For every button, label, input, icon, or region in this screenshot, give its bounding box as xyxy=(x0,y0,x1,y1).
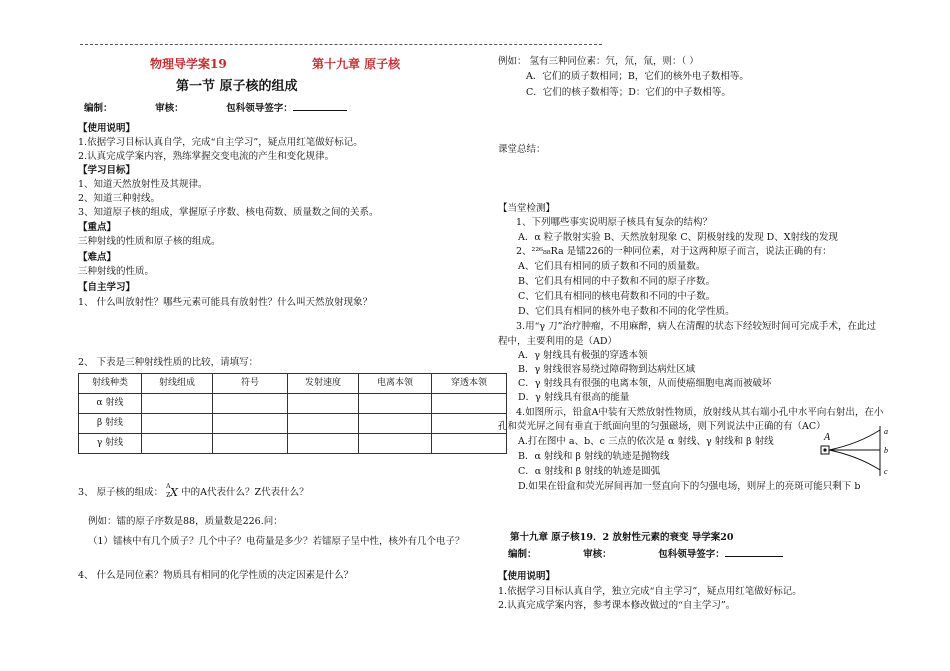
test-q1-options: A．α 粒子散射实验 B、天然放射现象 C、阴极射线的发现 D、X射线的发现 xyxy=(518,232,838,243)
section2-header: 第十九章 原子核19．2 放射性元素的衰变 导学案20 xyxy=(510,532,734,543)
label-c: c xyxy=(884,467,888,476)
test-q4-option-c: C．α 射线和 β 射线的轨迹是圆弧 xyxy=(518,466,661,477)
table-cell[interactable] xyxy=(288,434,359,454)
section-title: 第一节 原子核的组成 xyxy=(176,79,298,94)
table-cell[interactable] xyxy=(432,414,507,434)
section2-meta-leader: 包科领导签字： xyxy=(658,549,725,560)
test-q4-line2: 孔和荧光屏之间有垂直于纸面向里的匀强磁场，则下列说法中正确的有（AC） xyxy=(498,421,826,432)
atomic-number-symbol: Z xyxy=(166,491,171,499)
test-q2: 2、²²⁶₈₈Ra 是镭226的一种同位素，对于这两种原子而言，说法正确的有： xyxy=(516,246,832,257)
goal-2: 2、知道三种射线。 xyxy=(78,193,161,204)
table-header: 射线种类 xyxy=(79,374,142,394)
table-row-label: γ 射线 xyxy=(79,434,142,454)
self-study-title: 【自主学习】 xyxy=(78,282,136,293)
question-3-pre: 3、 原子核的组成： xyxy=(78,487,164,498)
goal-1: 1、知道天然放射性及其规律。 xyxy=(78,179,208,190)
table-cell[interactable] xyxy=(288,414,359,434)
table-header: 发射速度 xyxy=(288,374,359,394)
class-summary-label: 课堂总结： xyxy=(498,144,546,155)
goals-title: 【学习目标】 xyxy=(78,165,136,176)
section2-meta-editor: 编制： xyxy=(508,549,537,560)
question-1: 1、 什么叫放射性？哪些元素可能具有放射性？什么叫天然放射现象？ xyxy=(78,297,373,308)
meta-editor: 编制： xyxy=(84,103,113,114)
table-row xyxy=(79,434,507,454)
header-left: 物理导学案19 xyxy=(150,57,227,71)
table-header-row xyxy=(79,374,507,394)
goal-3: 3、知道原子核的组成，掌握原子序数、核电荷数、质量数之间的关系。 xyxy=(78,207,379,218)
example-option-ab: A．它们的质子数相同；B，它们的核外电子数相等。 xyxy=(526,71,749,82)
hard-title: 【难点】 xyxy=(78,252,117,263)
table-row xyxy=(79,414,507,434)
mass-number-symbol: A xyxy=(166,482,171,490)
ray-path-a xyxy=(829,430,880,450)
test-q4-option-d: D.如果在铅盒和荧光屏间再加一竖直向下的匀强电场，则屏上的亮斑可能只剩下 b xyxy=(518,481,861,492)
section2-meta-row xyxy=(508,547,783,562)
section2-usage-title: 【使用说明】 xyxy=(498,571,556,582)
test-q2-option-a: A、它们具有相同的质子数和不同的质量数。 xyxy=(518,261,706,272)
table-header: 射线组成 xyxy=(142,374,213,394)
section2-meta-reviewer: 审核： xyxy=(583,549,612,560)
table-row xyxy=(79,394,507,414)
key-text: 三种射线的性质和原子核的组成。 xyxy=(78,236,221,247)
element-symbol: X xyxy=(170,485,178,499)
table-cell[interactable] xyxy=(213,414,288,434)
label-b: b xyxy=(884,446,888,455)
table-cell[interactable] xyxy=(142,394,213,414)
section2-signature-line xyxy=(725,547,783,557)
question-3 xyxy=(78,482,309,500)
table-row-label: α 射线 xyxy=(79,394,142,414)
table-cell[interactable] xyxy=(432,394,507,414)
test-q4-option-b: B．α 射线和 β 射线的轨迹是抛物线 xyxy=(518,451,670,462)
header-right: 第十九章 原子核 xyxy=(312,57,401,71)
test-q1: 1、下列哪些事实说明原子核具有复杂的结构？ xyxy=(516,217,713,228)
label-a: a xyxy=(884,427,888,436)
question-3-post: 中的A代表什么？Z代表什么？ xyxy=(181,487,309,498)
table-cell[interactable] xyxy=(359,414,432,434)
table-cell[interactable] xyxy=(288,394,359,414)
usage-2: 2.认真完成学案内容，熟练掌握交变电流的产生和变化规律。 xyxy=(78,151,335,162)
question-4: 4、 什么是同位素？物质具有相同的化学性质的决定因素是什么？ xyxy=(78,570,354,581)
label-A: A xyxy=(824,432,831,443)
table-cell[interactable] xyxy=(213,394,288,414)
lead-box-hole xyxy=(823,448,826,451)
ray-properties-table xyxy=(78,373,507,454)
meta-row xyxy=(84,101,347,116)
usage-1: 1.依据学习目标认真自学，完成“自主学习”，疑点用红笔做好标记。 xyxy=(78,137,363,148)
test-q3-line1: 3.用“γ 刀”治疗肿瘤，不用麻醉，病人在清醒的状态下经较短时间可完成手术，在此过 xyxy=(516,321,876,332)
top-dashed-rule xyxy=(80,44,602,45)
section2-usage-1: 1.依据学习目标认真自学，独立完成“自主学习”，疑点用红笔做好标记。 xyxy=(498,586,802,597)
meta-leader: 包科领导签字： xyxy=(226,103,293,114)
test-q2-option-c: C、它们具有相同的核电荷数和不同的中子数。 xyxy=(518,291,716,302)
radiation-figure xyxy=(818,424,892,478)
key-title: 【重点】 xyxy=(78,222,117,233)
test-q3-option-b: B．γ 射线很容易绕过障碍物到达病灶区域 xyxy=(518,364,696,375)
question-2: 2、 下表是三种射线性质的比较，请填写： xyxy=(78,357,259,368)
test-q3-option-c: C．γ 射线具有很强的电离本领，从而使癌细胞电离而被破坏 xyxy=(518,378,772,389)
test-q3-option-a: A．γ 射线具有极强的穿透本领 xyxy=(518,350,648,361)
test-q4-option-a: A.打在图中 a、b、c 三点的依次是 α 射线、γ 射线和 β 射线 xyxy=(518,436,774,447)
table-header: 符号 xyxy=(213,374,288,394)
question-3-example: 例如：镭的原子序数是88，质量数是226.问： xyxy=(88,516,283,527)
test-q3-line2: 程中，主要利用的是（AD） xyxy=(498,336,617,347)
table-cell[interactable] xyxy=(142,414,213,434)
table-cell[interactable] xyxy=(432,434,507,454)
table-row-label: β 射线 xyxy=(79,414,142,434)
meta-reviewer: 审核： xyxy=(155,103,184,114)
table-header: 穿透本领 xyxy=(432,374,507,394)
section2-usage-2: 2.认真完成学案内容，参考课本修改做过的“自主学习”。 xyxy=(498,600,736,611)
table-cell[interactable] xyxy=(142,434,213,454)
leader-signature-line xyxy=(293,101,347,111)
table-header: 电离本领 xyxy=(359,374,432,394)
hard-text: 三种射线的性质。 xyxy=(78,266,155,277)
test-q2-option-b: B、它们具有相同的中子数和不同的原子序数。 xyxy=(518,276,715,287)
table-cell[interactable] xyxy=(359,394,432,414)
test-title: 【当堂检测】 xyxy=(498,203,556,214)
table-cell[interactable] xyxy=(359,434,432,454)
ray-path-c xyxy=(829,450,880,470)
test-q4-line1: 4.如图所示，铅盒A中装有天然放射性物质，放射线从其右端小孔中水平向右射出，在小 xyxy=(516,407,884,418)
test-q3-option-d: D．γ 射线具有很高的能量 xyxy=(518,392,630,403)
test-q2-option-d: D、它们具有相同的核外电子数和不同的化学性质。 xyxy=(518,306,735,317)
nuclide-notation xyxy=(166,482,178,499)
table-cell[interactable] xyxy=(213,434,288,454)
example-question: 例如： 氢有三种同位素：氕，氘，氚，则：（ ） xyxy=(498,56,699,67)
question-3-sub-1: （1）镭核中有几个质子？几个中子？电荷量是多少？若镭原子呈中性，核外有几个电子？ xyxy=(88,536,465,547)
example-option-cd: C．它们的核子数相等；D：它们的中子数相等。 xyxy=(526,87,731,98)
usage-title: 【使用说明】 xyxy=(78,123,136,134)
